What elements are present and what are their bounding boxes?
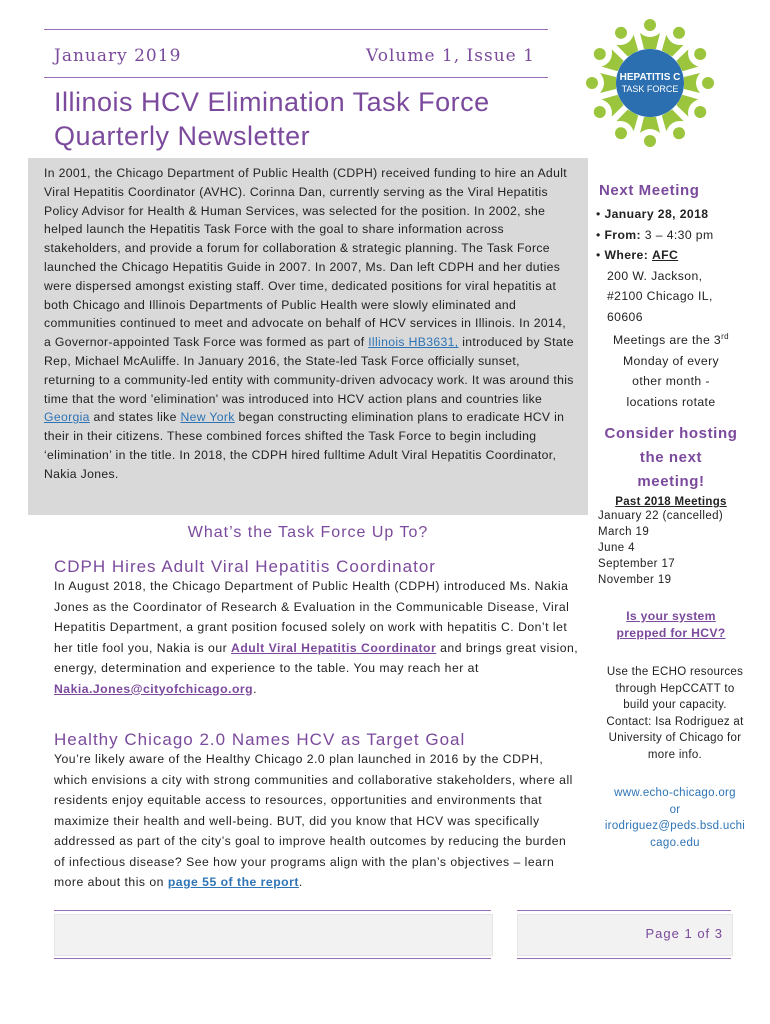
frequency-line-1 xyxy=(596,327,746,351)
meeting-place-item xyxy=(596,245,756,266)
consider-line-2: the next xyxy=(639,449,703,467)
echo-line-5: University of Chicago for xyxy=(608,732,742,745)
meeting-date-item xyxy=(596,204,756,225)
past-meetings-heading: Past 2018 Meetings xyxy=(615,496,727,509)
meeting-time-label: From: xyxy=(604,227,641,242)
intro-history-block xyxy=(28,158,588,515)
meeting-date: January 28, 2018 xyxy=(604,207,709,221)
meeting-frequency xyxy=(596,327,746,412)
article2-body xyxy=(54,749,579,893)
hepatitis-c-task-force-logo xyxy=(575,8,725,158)
bullet-icon: • xyxy=(596,248,605,262)
header-bottom-rule xyxy=(44,77,548,78)
issue-volume: Volume 1, Issue 1 xyxy=(366,46,535,66)
consider-line-1: Consider hosting xyxy=(604,425,738,443)
footer-rule-left-bottom xyxy=(54,958,491,959)
echo-chicago-link[interactable]: www.echo-chicago.org xyxy=(614,787,736,800)
article1-heading: CDPH Hires Adult Viral Hepatitis Coordinator xyxy=(54,557,436,576)
echo-line-6: more info. xyxy=(647,748,703,761)
frequency-line-2: Monday of every xyxy=(622,353,720,368)
meeting-place: AFC xyxy=(651,248,679,262)
consider-hosting xyxy=(596,422,746,494)
frequency-sup: rd xyxy=(721,332,730,341)
section-heading: What’s the Task Force Up To? xyxy=(187,524,429,541)
intro-text-3: and states like xyxy=(89,410,181,425)
meeting-time: 3 – 4:30 pm xyxy=(640,227,714,242)
new-york-link[interactable]: New York xyxy=(180,410,235,425)
bullet-icon: • xyxy=(596,227,605,242)
frequency-line-4: locations rotate xyxy=(626,394,716,409)
sidebar xyxy=(596,180,756,851)
consider-line-3: meeting! xyxy=(637,473,705,491)
article1-text-1: In August 2018, the Chicago Department of Public Health (CDPH) introduced Ms. Nakia Jones as the Coordinator of Research & Evaluation in the Communicable Disease, Viral Hepatitis Department, a grant position focused solely on work with hepatitis C. Don’t let her title fool you, Nakia is our xyxy=(54,579,570,655)
echo-resources-text xyxy=(596,664,754,763)
newsletter-title-line2: Quarterly Newsletter xyxy=(54,121,311,151)
nakia-email-link[interactable]: Nakia.Jones@cityofchicago.org xyxy=(54,681,254,696)
adult-viral-hepatitis-coordinator-link[interactable]: Adult Viral Hepatitis Coordinator xyxy=(231,640,437,655)
meeting-time-item xyxy=(596,225,756,246)
past-meeting-item: January 22 (cancelled) xyxy=(598,510,724,523)
meeting-place-label: Where: xyxy=(604,248,649,262)
intro-text-2: introduced by State Rep, Michael McAuliffe. In January 2016, the State-led Task Force officially sunset, returning to a community-led entity with community-driven advocacy work. It was around this time that the word 'elimination' was introduced into HCV action plans and countries like xyxy=(44,335,574,406)
frequency-line-3: other month - xyxy=(632,374,710,389)
logo-text-line1: HEPATITIS C xyxy=(619,72,681,83)
bullet-icon: • xyxy=(596,207,605,221)
article2-heading: Healthy Chicago 2.0 Names HCV as Target Goal xyxy=(54,730,466,749)
echo-line-4: Contact: Isa Rodriguez at xyxy=(606,715,744,728)
logo-text-line2: TASK FORCE xyxy=(621,84,679,94)
address-line-1: 200 W. Jackson, xyxy=(607,268,703,283)
header-top-rule xyxy=(44,29,548,30)
echo-line-1: Use the ECHO resources xyxy=(606,666,744,679)
past-meetings-list xyxy=(598,508,756,588)
irodriguez-email-link-1[interactable]: irodriguez@peds.bsd.uchi xyxy=(604,820,746,833)
address-line-3: 60606 xyxy=(607,309,643,324)
prepped-line-2: prepped for HCV? xyxy=(616,626,726,641)
article1-text-2: and brings great vision, energy, determination and experience to the table. You may reach her at xyxy=(54,640,579,675)
system-prepped-heading xyxy=(596,608,746,642)
irodriguez-email-link-2[interactable]: cago.edu xyxy=(650,836,700,849)
article1-body xyxy=(54,576,579,699)
footer-rule-right-top xyxy=(517,910,731,911)
footer-rule-right-bottom xyxy=(517,958,731,959)
or-text: or xyxy=(669,803,681,816)
past-meeting-item: March 19 xyxy=(598,526,650,539)
intro-text-1: In 2001, the Chicago Department of Public Health (CDPH) received funding to hire an Adult Viral Hepatitis Coordinator (AVHC). Corinna Dan, currently serving as the Viral Hepatitis Policy Advisor for Health & Human Services, was selected for the position. In 2002, she helped launch the Hepatitis Task Force with the goal to share information across stakeholders, and provide a forum for collaboration & strategic planning. The Task Force launched the Chicago Hepatitis Guide in 2007. In 2007, Ms. Dan left CDPH and her duties were dispersed amongst existing staff. Over time, dedicated positions for viral hepatitis at both Chicago and Illinois Departments of Public Health were slowly eliminated and communities continued to meet and advocate on behalf of HCV services in Illinois. In 2014, a Governor-appointed Task Force was formed as part of xyxy=(44,166,567,350)
prepped-line-1: Is your system xyxy=(626,609,716,624)
georgia-link[interactable]: Georgia xyxy=(44,410,90,425)
address-line-2: #2100 Chicago IL, xyxy=(607,289,713,303)
page-number: Page 1 of 3 xyxy=(645,926,723,941)
people-circle-logo-icon xyxy=(575,8,725,158)
article2-text-2: . xyxy=(298,875,303,889)
past-meeting-item: November 19 xyxy=(598,574,672,587)
footer-rule-left-top xyxy=(54,910,491,911)
next-meeting-details xyxy=(596,204,756,327)
next-meeting-heading: Next Meeting xyxy=(599,182,700,199)
issue-date: January 2019 xyxy=(54,46,182,66)
newsletter-title-line1: Illinois HCV Elimination Task Force xyxy=(54,87,490,117)
illinois-hb3631-link[interactable]: Illinois HB3631, xyxy=(368,335,459,350)
frequency-text-1: Meetings are the 3 xyxy=(612,333,722,348)
echo-line-2: through HepCCATT to xyxy=(615,682,735,695)
echo-line-3: build your capacity. xyxy=(623,699,727,712)
article2-text-1: You’re likely aware of the Healthy Chicago 2.0 plan launched in 2016 by the CDPH, which envisions a city with strong communities and collaborative stakeholders, where all residents enjoy equitable access to resources, opportunities and environments that maximize their health and well-being. BUT, did you know that HCV was specifically addressed as part of the city’s goal to improve health outcomes by reducing the burden of infectious disease? See how your programs align with the plan’s objectives – learn more about this on xyxy=(54,752,573,889)
page-55-report-link[interactable]: page 55 of the report xyxy=(167,875,299,889)
footer-box-left xyxy=(54,914,493,956)
past-meeting-item: September 17 xyxy=(598,558,676,571)
past-meeting-item: June 4 xyxy=(598,542,635,555)
article1-text-3: . xyxy=(253,681,257,696)
contact-links xyxy=(596,785,754,851)
intro-text-4: began constructing elimination plans to eradicate HCV in their in their citizens. These combined forces shifted the Task Force to begin including ‘elimination’ in the title. In 2018, the CDPH hired fulltime Adult Viral Hepatitis Coordinator, Nakia Jones. xyxy=(44,410,565,481)
